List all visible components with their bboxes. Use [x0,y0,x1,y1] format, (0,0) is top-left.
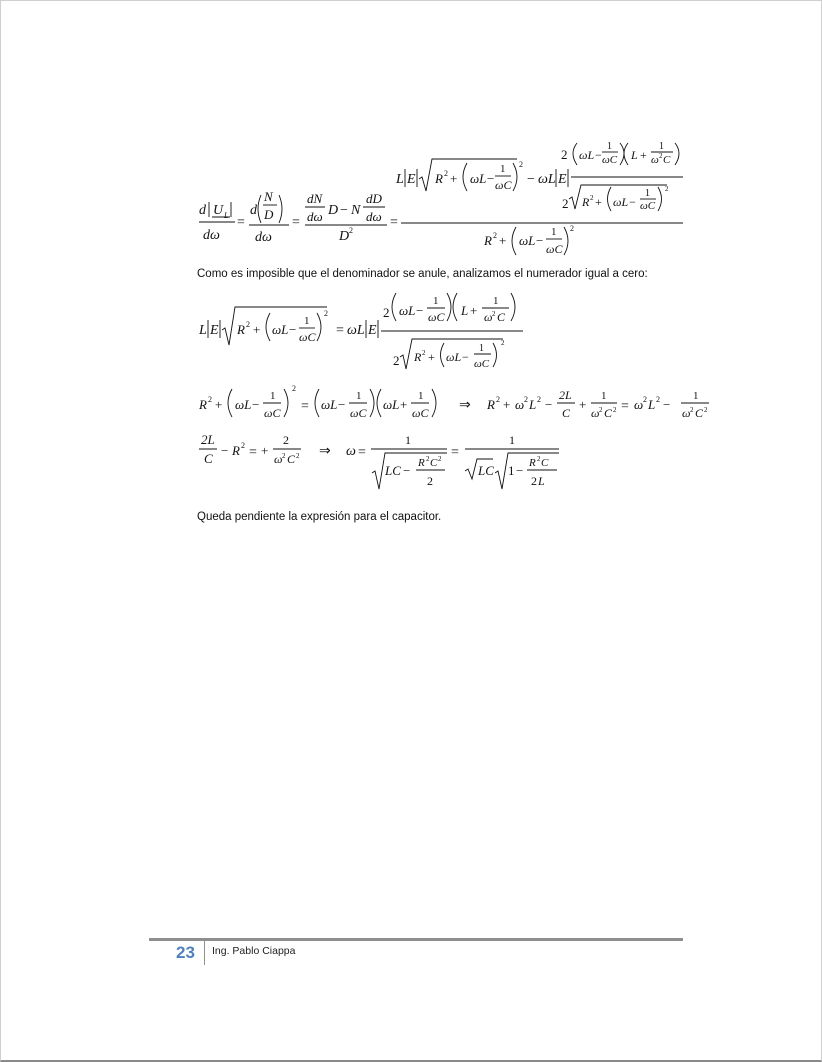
footer-rule [149,938,683,941]
svg-text:E: E [558,172,567,187]
svg-text:2: 2 [493,231,497,240]
svg-text:ωL: ωL [538,172,556,187]
svg-text:2: 2 [537,395,541,404]
svg-text:2: 2 [561,147,568,162]
svg-text:−: − [338,397,346,412]
svg-text:R: R [237,322,245,337]
svg-text:N: N [264,189,273,204]
svg-text:L: L [538,474,545,488]
svg-text:ωL: ωL [470,171,487,186]
svg-text:+: + [400,397,408,412]
svg-text:2: 2 [659,152,663,160]
equation-expansion [197,379,721,429]
svg-text:R: R [487,397,495,412]
svg-text:2: 2 [492,310,496,318]
svg-text:L: L [224,211,229,220]
svg-text:+: + [503,397,511,412]
svg-text:ωL: ωL [272,322,289,337]
svg-text:R: R [582,195,590,209]
svg-text:E: E [407,172,416,187]
svg-text:2: 2 [292,384,296,393]
svg-text:1: 1 [493,295,499,307]
svg-text:+: + [595,195,602,209]
svg-text:ωL: ωL [383,397,400,412]
svg-text:dω: dω [366,209,382,224]
svg-text:LC: LC [385,463,401,478]
svg-text:=: = [358,445,366,460]
svg-text:N: N [351,203,361,218]
svg-text:1: 1 [508,463,515,478]
svg-text:L: L [631,148,638,162]
svg-text:−: − [595,148,602,162]
svg-text:+: + [261,443,269,458]
svg-text:C: C [663,154,671,166]
svg-text:−: − [462,350,469,364]
svg-text:C: C [204,451,213,466]
equation-derivative [197,129,697,261]
svg-text:ω: ω [591,406,600,420]
svg-text:2: 2 [656,395,660,404]
svg-text:ω: ω [515,397,525,412]
svg-text:ωC: ωC [602,154,618,166]
svg-text:ω: ω [346,444,356,459]
svg-text:2: 2 [283,433,289,447]
svg-text:C: C [604,406,613,420]
svg-text:R: R [414,350,422,364]
svg-text:1: 1 [356,390,362,402]
svg-text:+: + [579,397,587,412]
svg-text:+: + [428,350,435,364]
svg-text:−: − [663,397,671,412]
svg-text:C: C [497,310,506,324]
svg-text:ωL: ωL [579,148,595,162]
svg-text:D: D [339,229,350,244]
svg-text:2: 2 [426,455,430,463]
svg-text:1: 1 [693,390,699,402]
svg-text:−: − [536,233,544,248]
svg-text:=: = [451,445,459,460]
svg-text:ωC: ωC [495,178,512,192]
svg-text:−: − [416,303,424,318]
svg-text:2: 2 [570,224,574,233]
svg-text:2: 2 [246,320,250,329]
svg-text:2: 2 [501,339,505,347]
svg-text:1: 1 [405,433,411,447]
svg-text:ωL: ωL [235,397,252,412]
svg-text:ωC: ωC [264,406,281,420]
svg-text:1: 1 [509,433,515,447]
svg-text:=: = [301,399,309,414]
svg-text:dD: dD [366,191,382,206]
svg-text:−: − [340,203,348,218]
svg-text:d: d [250,203,257,218]
equation-numerator-zero [197,287,537,377]
svg-text:ωC: ωC [474,358,490,370]
svg-text:1: 1 [551,226,557,238]
svg-text:U: U [213,203,224,218]
svg-text:ωC: ωC [412,406,429,420]
svg-text:ωL: ωL [399,303,416,318]
svg-text:2: 2 [704,406,708,414]
footer-separator [204,941,205,965]
svg-text:C: C [430,457,438,469]
svg-text:C: C [695,406,704,420]
svg-text:2: 2 [519,160,523,169]
footer-author: Ing. Pablo Ciappa [212,945,296,957]
svg-text:1: 1 [607,141,612,152]
svg-text:LC: LC [478,463,494,478]
svg-text:ωL: ωL [347,323,365,338]
svg-text:2: 2 [444,169,448,178]
svg-text:2: 2 [524,395,528,404]
svg-text:−: − [527,172,535,187]
svg-text:ωL: ωL [446,350,462,364]
svg-text:1: 1 [645,188,650,199]
svg-text:−: − [629,195,636,209]
svg-text:L: L [529,397,537,412]
svg-text:=: = [336,323,344,338]
svg-text:−: − [289,322,297,337]
svg-text:2: 2 [383,305,390,320]
svg-text:2: 2 [282,452,286,460]
svg-text:−: − [545,397,553,412]
svg-text:−: − [252,397,260,412]
svg-text:2: 2 [208,395,212,404]
paragraph-closing: Queda pendiente la expresión para el capacitor. [197,511,442,523]
svg-text:+: + [215,397,223,412]
svg-text:dω: dω [203,228,220,243]
svg-text:+: + [499,233,507,248]
svg-text:2: 2 [393,353,400,368]
svg-text:2: 2 [241,441,245,450]
svg-text:C: C [541,457,549,469]
svg-text:2L: 2L [559,388,572,402]
svg-text:2: 2 [613,406,617,414]
svg-text:ω: ω [651,154,659,166]
svg-text:ωC: ωC [640,200,656,212]
svg-text:2: 2 [349,226,353,235]
svg-text:=: = [390,215,398,230]
svg-text:2: 2 [690,406,694,414]
paragraph-intro: Como es imposible que el denominador se anule, analizamos el numerador igual a cero: [197,268,648,280]
svg-text:2: 2 [562,196,569,211]
svg-text:=: = [249,445,257,460]
svg-text:1: 1 [433,295,439,307]
svg-text:−: − [516,463,524,478]
svg-text:−: − [403,463,411,478]
svg-text:1: 1 [659,141,664,152]
svg-text:1: 1 [479,343,484,354]
svg-text:2: 2 [496,395,500,404]
svg-text:−: − [487,171,495,186]
svg-text:2: 2 [438,455,442,463]
svg-text:1: 1 [270,390,276,402]
svg-text:ω: ω [484,310,493,324]
svg-text:dω: dω [307,209,323,224]
svg-text:2: 2 [537,455,541,463]
svg-text:+: + [470,303,478,318]
svg-text:+: + [640,148,647,162]
svg-text:R: R [232,443,240,458]
svg-text:1: 1 [418,390,424,402]
svg-text:ωL: ωL [519,233,536,248]
svg-text:ω: ω [682,406,691,420]
svg-text:ωC: ωC [350,406,367,420]
equation-resonance-frequency [197,429,567,497]
svg-text:C: C [562,406,571,420]
svg-text:L: L [199,323,207,338]
svg-text:⇒: ⇒ [319,444,331,459]
svg-text:R: R [529,457,536,469]
svg-text:+: + [450,171,458,186]
svg-text:D: D [264,207,274,222]
svg-text:+: + [253,322,261,337]
svg-text:2: 2 [324,309,328,318]
svg-text:2: 2 [599,406,603,414]
svg-text:1: 1 [601,390,607,402]
svg-text:E: E [368,323,377,338]
svg-text:ωL: ωL [321,397,338,412]
svg-text:d: d [199,203,206,218]
svg-text:dω: dω [255,230,272,245]
svg-text:=: = [237,215,245,230]
svg-text:R: R [484,233,492,248]
svg-text:1: 1 [500,163,506,175]
svg-text:1: 1 [304,315,310,327]
svg-text:2: 2 [665,185,669,193]
svg-text:⇒: ⇒ [459,398,471,413]
svg-text:L: L [648,397,656,412]
svg-text:ωC: ωC [299,330,316,344]
svg-text:E: E [210,323,219,338]
svg-text:C: C [287,452,296,466]
svg-text:2: 2 [531,474,537,488]
svg-text:2: 2 [643,395,647,404]
svg-text:=: = [621,399,629,414]
page-number: 23 [176,943,195,962]
svg-text:2: 2 [422,349,426,357]
svg-text:R: R [418,457,425,469]
svg-text:ωL: ωL [613,195,629,209]
svg-text:=: = [292,215,300,230]
svg-text:2: 2 [427,474,433,488]
svg-text:D: D [328,203,339,218]
svg-text:ωC: ωC [428,310,445,324]
svg-text:−: − [221,443,229,458]
svg-text:ω: ω [274,452,283,466]
svg-text:2: 2 [590,194,594,202]
svg-text:2: 2 [296,452,300,460]
svg-text:L: L [396,172,404,187]
svg-text:dN: dN [307,191,323,206]
svg-text:ωC: ωC [546,242,563,256]
svg-text:R: R [435,171,443,186]
svg-text:2L: 2L [201,432,215,447]
svg-text:L: L [461,303,469,318]
svg-text:ω: ω [634,397,644,412]
svg-text:R: R [199,397,207,412]
